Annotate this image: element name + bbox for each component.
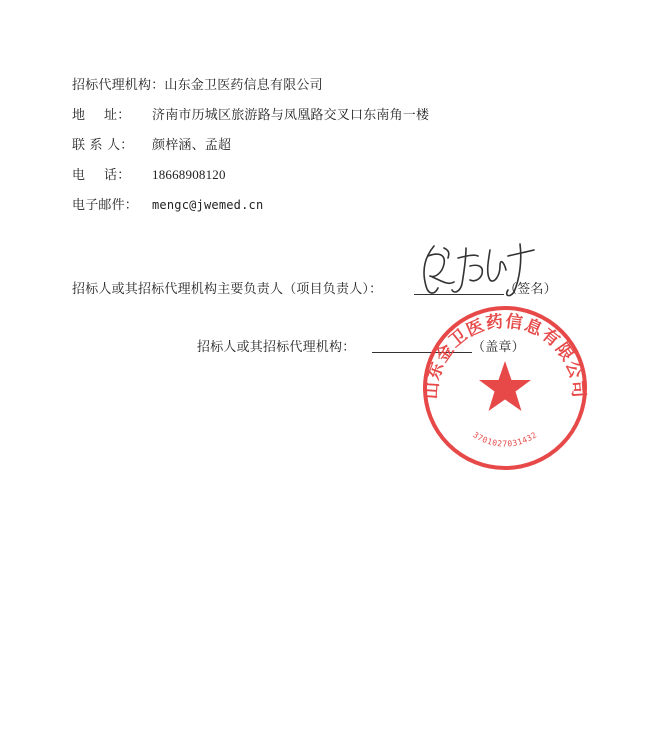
- contact-value: 颜梓涵、孟超: [152, 138, 232, 153]
- address-value: 济南市历城区旅游路与凤凰路交叉口东南角一楼: [152, 108, 430, 123]
- agency-label: 招标代理机构：: [72, 78, 165, 93]
- signature-suffix: （签名）: [504, 282, 557, 297]
- agency-value: 山东金卫医药信息有限公司: [164, 78, 323, 93]
- phone-line: [72, 164, 226, 183]
- seal-name-text: 山东金卫医药信息有限公司: [421, 311, 589, 400]
- address-label-a: 地: [72, 108, 86, 123]
- seal-suffix: （盖章）: [472, 340, 525, 355]
- seal-number-text: 3701027031432: [471, 430, 539, 449]
- seal-prompt: 招标人或其招标代理机构：: [197, 340, 356, 355]
- phone-label-a: 电: [72, 168, 86, 183]
- address-label-b: 址：: [104, 108, 131, 123]
- phone-label-b: 话：: [104, 168, 131, 183]
- contact-line: [72, 134, 231, 153]
- email-line: [72, 194, 263, 213]
- signature-prompt: 招标人或其招标代理机构主要负责人（项目负责人）：: [72, 282, 383, 297]
- company-seal: [420, 303, 590, 473]
- email-value: mengc@jwemed.cn: [152, 198, 264, 212]
- seal-star-icon: [479, 361, 531, 411]
- email-label: 电子邮件：: [72, 198, 139, 213]
- agency-line: [72, 74, 323, 93]
- address-line: [72, 104, 429, 123]
- handwritten-signature: [404, 236, 544, 306]
- contact-label: 联 系 人：: [72, 138, 134, 153]
- phone-value: 18668908120: [152, 167, 226, 182]
